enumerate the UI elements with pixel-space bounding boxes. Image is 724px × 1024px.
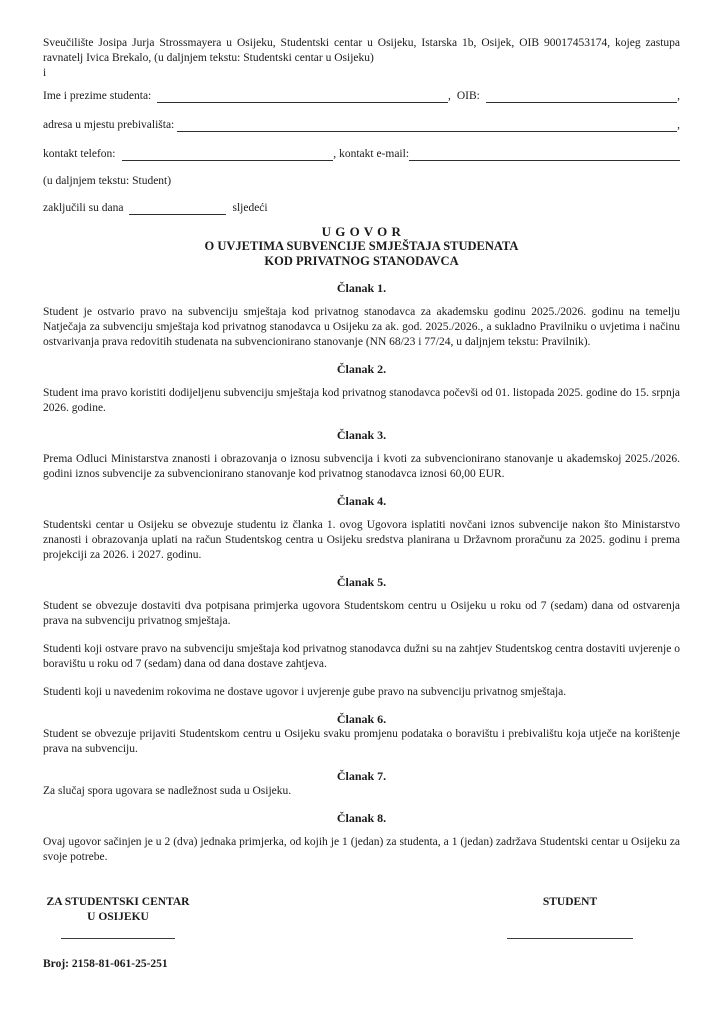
- signature-section: [43, 895, 680, 939]
- conclusion-line: [43, 201, 680, 216]
- article-5-paragraph-3: Studenti koji u navedenim rokovima ne dostave ugovor i uvjerenje gube pravo na subvenciju privatnog smještaja.: [43, 686, 567, 698]
- article-5-paragraph-2: Studenti koji ostvare pravo na subvenciju smještaja kod privatnog stanodavca dužni su na zahtjev Studentskog centra dostaviti uvjerenje o boravištu u roku od 7 (sedam) dana od dana dostave zahtjeva.: [43, 643, 680, 670]
- intro-paragraph: Sveučilište Josipa Jurja Strossmayera u Osijeku, Studentski centar u Osijeku, Istarska 1b, Osijek, OIB 90017453174, kojeg zastupa ravnatelj Ivica Brekalo, (u daljnjem tekstu: Studentski centar u Osijeku): [43, 37, 680, 64]
- article-3-heading: Članak 3.: [336, 428, 387, 442]
- email-blank[interactable]: [409, 148, 680, 161]
- conclusion-suffix: sljedeći: [232, 202, 268, 214]
- address-label: adresa u mjestu prebivališta:: [43, 119, 175, 131]
- comma-separator: ,: [333, 148, 337, 160]
- contract-title-line1: U G O V O R: [321, 224, 402, 239]
- contract-title-block: [43, 224, 680, 269]
- article-3-section: [43, 428, 680, 482]
- signature-line-student: [507, 938, 633, 939]
- date-blank[interactable]: [129, 202, 226, 215]
- conjunction-text: i: [43, 67, 47, 79]
- address-line: [43, 118, 680, 133]
- oib-blank[interactable]: [486, 90, 677, 103]
- article-6-heading: Članak 6.: [336, 712, 387, 726]
- article-7-paragraph: Za slučaj spora ugovara se nadležnost suda u Osijeku.: [43, 785, 292, 797]
- student-name-blank[interactable]: [157, 90, 448, 103]
- phone-blank[interactable]: [122, 148, 337, 161]
- signature-block-center: [43, 895, 193, 939]
- signature-right-line1: STUDENT: [542, 896, 598, 908]
- article-3-paragraph: Prema Odluci Ministarstva znanosti i obrazovanja o iznosu subvencija i kvoti za subvencionirano stanovanje u akademskoj 2025./2026. godini iznos subvencije za subvencionirano stanovanje kod privatnog stanodavca iznosi 60,00 EUR.: [43, 453, 680, 480]
- comma-separator: ,: [447, 90, 451, 102]
- article-2-section: [43, 362, 680, 416]
- student-alias-text: (u daljnjem tekstu: Student): [43, 175, 172, 187]
- student-name-label: Ime i prezime studenta:: [43, 90, 152, 102]
- article-7-heading: Članak 7.: [336, 769, 387, 783]
- article-1-paragraph: Student je ostvario pravo na subvenciju smještaja kod privatnog stanodavca za akademsku godinu 2025./2026. godinu na temelju Natječaja za subvenciju smještaja kod privatnog stanodavca u Osijeku za ak. god. 2025./2026., a sukladno Pravilniku o uvjetima i načinu ostvarivanja prava redovitih studenata na subvencionirano stanovanje (NN 68/23 i 77/24, u daljnjem tekstu: Pravilnik).: [43, 306, 680, 348]
- comma-separator: ,: [677, 119, 680, 131]
- article-4-paragraph: Studentski centar u Osijeku se obvezuje studentu iz članka 1. ovog Ugovora isplatiti novčani iznos subvencije nakon što Ministarstvo znanosti i obrazovanja uplati na račun Studentskog centra u Osijeku sredstva planirana u Državnom proračunu za 2025. godinu i prema projekciji za 2026. i 2027. godinu.: [43, 519, 680, 561]
- student-name-oib-line: [43, 89, 680, 104]
- signature-line-center: [61, 938, 175, 939]
- contact-line: [43, 147, 680, 162]
- article-4-heading: Članak 4.: [336, 494, 387, 508]
- article-1-heading: Članak 1.: [336, 281, 387, 295]
- signature-left-line1: ZA STUDENTSKI CENTAR: [46, 896, 190, 908]
- address-blank[interactable]: [177, 119, 677, 132]
- email-label: kontakt e-mail:: [339, 148, 410, 160]
- contract-title-line2: O UVJETIMA SUBVENCIJE SMJEŠTAJA STUDENATA: [204, 239, 519, 253]
- signature-block-student: [500, 895, 640, 939]
- article-8-section: [43, 811, 680, 865]
- article-5-heading: Članak 5.: [336, 575, 387, 589]
- article-1-section: [43, 281, 680, 350]
- article-6-paragraph: Student se obvezuje prijaviti Studentskom centru u Osijeku svaku promjenu podataka o boravištu i prebivalištu koja utječe na korištenje prava na subvenciju.: [43, 728, 680, 755]
- article-5-section: [43, 575, 680, 700]
- article-2-paragraph: Student ima pravo koristiti dodijeljenu subvenciju smještaja kod privatnog stanodavca počevši od 01. listopada 2025. godine do 15. srpnja 2026. godine.: [43, 387, 680, 414]
- reference-number: Broj: 2158-81-061-25-251: [43, 958, 168, 970]
- contract-title-line3: KOD PRIVATNOG STANODAVCA: [264, 254, 459, 268]
- article-7-section: [43, 769, 680, 799]
- article-5-paragraph-1: Student se obvezuje dostaviti dva potpisana primjerka ugovora Studentskom centru u Osijeku u roku od 7 (sedam) dana od ostvarenja prava na subvenciju privatnog smještaja.: [43, 600, 680, 627]
- article-6-section: [43, 712, 680, 757]
- signature-left-line2: U OSIJEKU: [87, 911, 149, 923]
- comma-separator: ,: [677, 90, 680, 102]
- oib-label: OIB:: [456, 90, 480, 102]
- conclusion-prefix: zaključili su dana: [43, 202, 124, 214]
- article-8-heading: Članak 8.: [336, 811, 387, 825]
- article-2-heading: Članak 2.: [336, 362, 387, 376]
- article-4-section: [43, 494, 680, 563]
- phone-label: kontakt telefon:: [43, 148, 116, 160]
- article-8-paragraph: Ovaj ugovor sačinjen je u 2 (dva) jednaka primjerka, od kojih je 1 (jedan) za studenta, a 1 (jedan) zadržava Studentski centar u Osijeku za svoje potrebe.: [43, 836, 680, 863]
